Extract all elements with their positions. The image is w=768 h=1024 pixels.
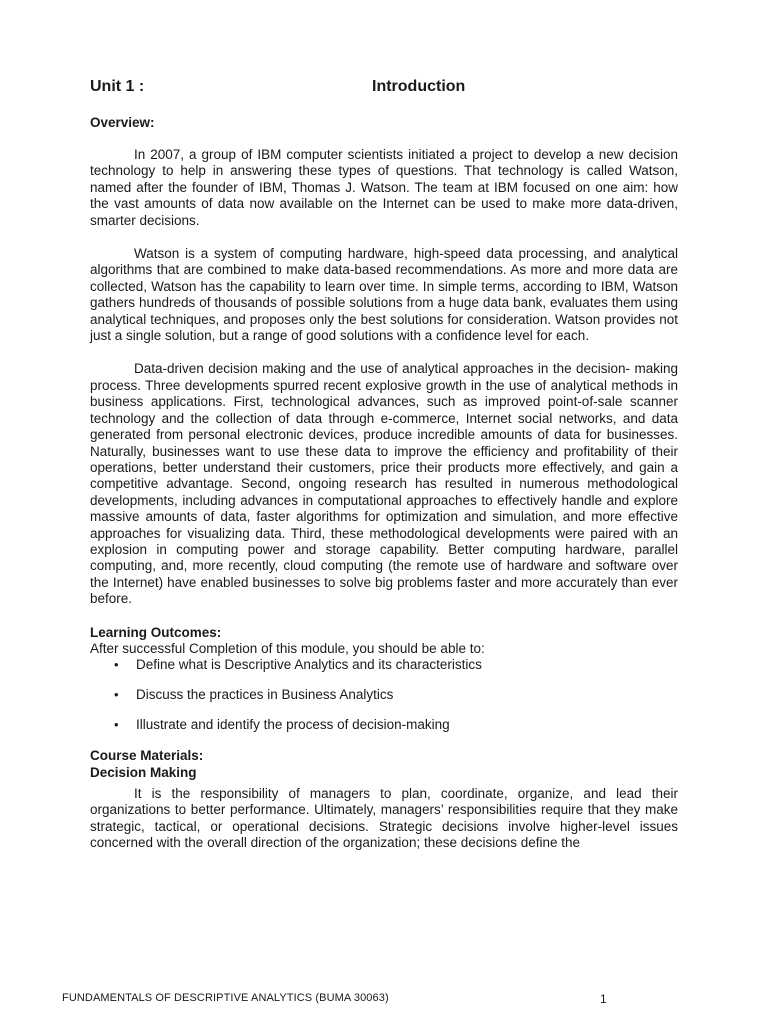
course-materials-heading: Course Materials:: [90, 747, 204, 763]
learning-outcomes-intro: After successful Completion of this module, you should be able to:: [90, 640, 485, 656]
page-number: 1: [600, 992, 607, 1006]
overview-heading: Overview:: [90, 115, 155, 130]
learning-outcomes-heading: Learning Outcomes:: [90, 624, 222, 640]
bullet-icon: •: [114, 716, 119, 732]
unit-label: Unit 1 :: [90, 78, 145, 95]
unit-header: [90, 78, 678, 102]
outcome-text: Illustrate and identify the process of decision-making: [136, 716, 450, 732]
outcome-text: Discuss the practices in Business Analytics: [136, 686, 394, 702]
bullet-icon: •: [114, 656, 119, 672]
list-item: [90, 717, 678, 733]
unit-title: Introduction: [372, 78, 466, 95]
list-item: [90, 687, 678, 703]
document-body: [90, 114, 678, 852]
footer-course-title: FUNDAMENTALS OF DESCRIPTIVE ANALYTICS (BUMA 30063): [62, 992, 389, 1004]
learning-outcomes-list: [90, 657, 678, 733]
decision-making-paragraph: It is the responsibility of managers to plan, coordinate, organize, and lead their organizations to better performance. Ultimately, managers’ responsibilities require that they make strategic, tactical, or operational decisions. Strategic decisions involve higher-level issues concerned with the overall direction of the organization; these decisions define the: [90, 785, 678, 851]
decision-making-heading: Decision Making: [90, 764, 197, 780]
overview-paragraph-2: Watson is a system of computing hardware, high-speed data processing, and analytical algorithms that are combined to make data-based recommendations. As more and more data are collected, Watson has the capability to learn over time. In simple terms, according to IBM, Watson gathers hundreds of thousands of possible solutions from a huge data bank, evaluates them using analytical techniques, and proposes only the best solutions for consideration. Watson provides not just a single solution, but a range of good solutions with a confidence level for each.: [90, 246, 678, 344]
outcome-text: Define what is Descriptive Analytics and its characteristics: [136, 656, 482, 672]
overview-paragraph-1: In 2007, a group of IBM computer scientists initiated a project to develop a new decision technology to help in answering these types of questions. That technology is called Watson, named after the founder of IBM, Thomas J. Watson. The team at IBM focused on one aim: how the vast amounts of data now available on the Internet can be used to make more data-driven, smarter decisions.: [90, 147, 678, 228]
list-item: [90, 657, 678, 673]
bullet-icon: •: [114, 686, 119, 702]
overview-paragraph-3: Data-driven decision making and the use of analytical approaches in the decision- making process. Three developments spurred recent explosive growth in the use of analytical methods in business applications. First, technological advances, such as improved point-of-sale scanner technology and the collection of data through e-commerce, Internet social networks, and data generated from personal electronic devices, produce incredible amounts of data for businesses. Naturally, businesses want to use these data to improve the efficiency and profitability of their operations, better understand their customers, price their products more effectively, and gain a competitive advantage. Second, ongoing research has resulted in numerous methodological developments, including advances in computational approaches to effectively handle and explore massive amounts of data, faster algorithms for optimization and simulation, and more effective approaches for visualizing data. Third, these methodological developments were paired with an explosion in computing power and storage capability. Better computing hardware, parallel computing, and, more recently, cloud computing (the remote use of hardware and software over the Internet) have enabled businesses to solve big problems faster and more accurately than ever before.: [90, 361, 678, 607]
